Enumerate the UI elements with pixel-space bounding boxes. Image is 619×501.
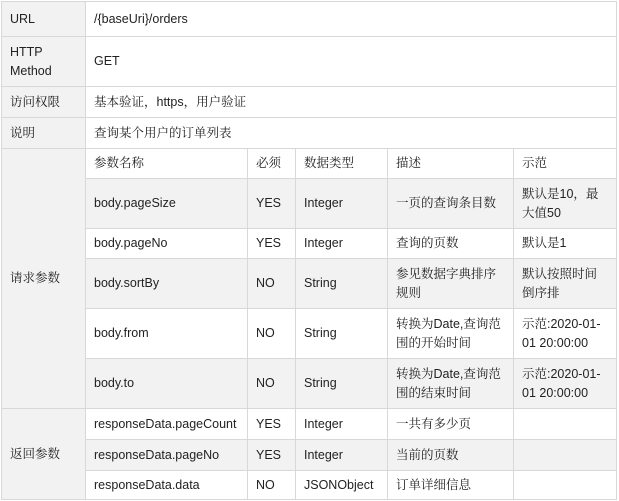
param-required: YES [248, 179, 296, 229]
access-label: 访问权限 [2, 87, 86, 118]
response-params-label: 返回参数 [2, 409, 86, 500]
param-required: NO [248, 471, 296, 500]
url-value: /{baseUri}/orders [86, 2, 617, 37]
param-name: responseData.data [86, 471, 248, 500]
table-row [2, 259, 617, 309]
param-required: YES [248, 409, 296, 440]
param-type: Integer [296, 229, 388, 259]
url-row [2, 2, 617, 37]
param-type: String [296, 309, 388, 359]
param-required: NO [248, 259, 296, 309]
http-method-row [2, 37, 617, 87]
access-row [2, 87, 617, 118]
param-name: body.pageNo [86, 229, 248, 259]
param-name: responseData.pageNo [86, 440, 248, 471]
url-label: URL [2, 2, 86, 37]
param-description: 转换为Date,查询范围的结束时间 [388, 359, 514, 409]
required-header: 必须 [248, 149, 296, 179]
table-row [2, 471, 617, 500]
http-method-value: GET [86, 37, 617, 87]
example-header: 示范 [514, 149, 617, 179]
param-name: responseData.pageCount [86, 409, 248, 440]
table-row [2, 409, 617, 440]
param-name: body.from [86, 309, 248, 359]
param-required: NO [248, 359, 296, 409]
param-example: 默认是1 [514, 229, 617, 259]
request-header-row [2, 149, 617, 179]
api-spec-table [1, 1, 617, 500]
param-name-header: 参数名称 [86, 149, 248, 179]
table-row [2, 179, 617, 229]
param-description: 一页的查询条目数 [388, 179, 514, 229]
param-type: Integer [296, 440, 388, 471]
param-description: 当前的页数 [388, 440, 514, 471]
description-value: 查询某个用户的订单列表 [86, 118, 617, 149]
param-example: 示范:2020-01-01 20:00:00 [514, 359, 617, 409]
table-row [2, 229, 617, 259]
param-name: body.sortBy [86, 259, 248, 309]
param-type: JSONObject [296, 471, 388, 500]
param-example: 默认按照时间倒序排 [514, 259, 617, 309]
param-example: 示范:2020-01-01 20:00:00 [514, 309, 617, 359]
param-description: 参见数据字典排序规则 [388, 259, 514, 309]
param-example [514, 409, 617, 440]
http-method-label: HTTP Method [2, 37, 86, 87]
param-example [514, 440, 617, 471]
description-label: 说明 [2, 118, 86, 149]
param-description: 一共有多少页 [388, 409, 514, 440]
description-header: 描述 [388, 149, 514, 179]
table-row [2, 309, 617, 359]
param-name: body.to [86, 359, 248, 409]
param-example: 默认是10，最大值50 [514, 179, 617, 229]
param-required: YES [248, 229, 296, 259]
param-required: NO [248, 309, 296, 359]
request-params-label: 请求参数 [2, 149, 86, 409]
param-description: 查询的页数 [388, 229, 514, 259]
param-required: YES [248, 440, 296, 471]
description-row [2, 118, 617, 149]
data-type-header: 数据类型 [296, 149, 388, 179]
param-type: String [296, 259, 388, 309]
param-type: String [296, 359, 388, 409]
param-type: Integer [296, 179, 388, 229]
access-value: 基本验证，https，用户验证 [86, 87, 617, 118]
param-example [514, 471, 617, 500]
param-description: 订单详细信息 [388, 471, 514, 500]
table-row [2, 440, 617, 471]
param-name: body.pageSize [86, 179, 248, 229]
param-type: Integer [296, 409, 388, 440]
table-row [2, 359, 617, 409]
param-description: 转换为Date,查询范围的开始时间 [388, 309, 514, 359]
